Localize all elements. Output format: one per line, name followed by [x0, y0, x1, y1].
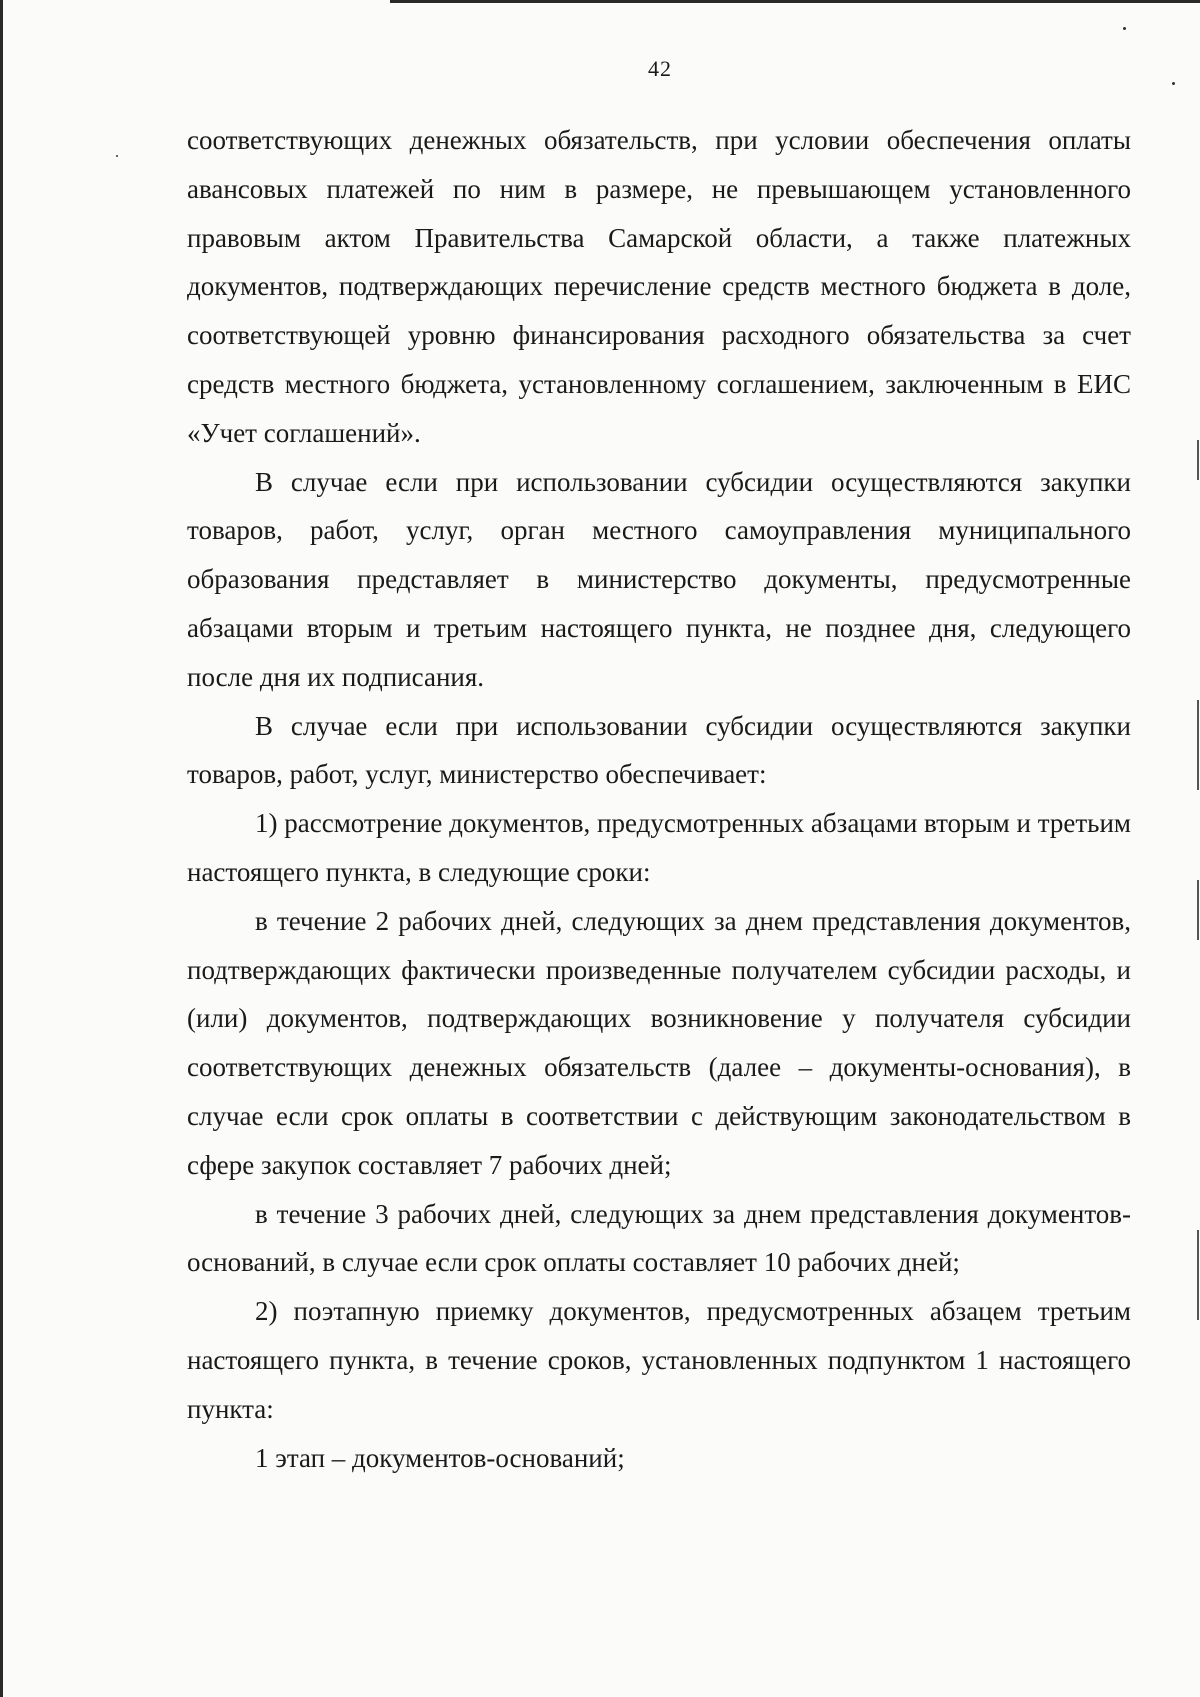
paragraph: 2) поэтапную приемку документов, предусмотренных абзацем третьим настоящего пункта, в течение сроков, установленных подпунктом 1 настоящего пункта: [187, 1296, 1131, 1424]
scan-mark [1197, 700, 1199, 790]
paragraph: в течение 2 рабочих дней, следующих за днем представления документов, подтверждающих фактически произведенные получателем субсидии расходы, и (или) документов, подтверждающих возникновение у получателя субсидии соответствующих денежных обязательств (далее – документы-основания), в случае если срок оплаты в соответствии с действующим законодательством в сфере закупок составляет 7 рабочих дней; [187, 905, 1131, 1180]
scan-edge-top [390, 0, 1200, 3]
page-number: 42 [648, 56, 672, 81]
scan-mark [1197, 880, 1199, 940]
scan-speck [116, 155, 118, 157]
scan-edge-left [0, 0, 3, 1697]
paragraph: 1) рассмотрение документов, предусмотренных абзацами вторым и третьим настоящего пункта, в следующие сроки: [187, 808, 1131, 887]
paragraph: В случае если при использовании субсидии осуществляются закупки товаров, работ, услуг, орган местного самоуправления муниципального образования представляет в министерство документы, предусмотренные абзацами вторым и третьим настоящего пункта, не позднее дня, следующего после дня их подписания. [187, 466, 1131, 692]
scan-mark [1197, 1230, 1199, 1320]
scan-mark [1197, 440, 1199, 480]
scan-speck [1123, 27, 1126, 30]
paragraph: 1 этап – документов-оснований; [255, 1442, 625, 1473]
paragraph: соответствующих денежных обязательств, при условии обеспечения оплаты авансовых платежей по ним в размере, не превышающем установленного правовым актом Правительства Самарской области, а также платежных документов, подтверждающих перечисление средств местного бюджета в доле, соответствующей уровню финансирования расходного обязательства за счет средств местного бюджета, установленному соглашением, заключенным в ЕИС «Учет соглашений». [187, 125, 1131, 448]
scan-speck [1172, 82, 1175, 85]
paragraph: В случае если при использовании субсидии осуществляются закупки товаров, работ, услуг, министерство обеспечивает: [187, 710, 1131, 790]
paragraph: в течение 3 рабочих дней, следующих за днем представления документов-оснований, в случае если срок оплаты составляет 10 рабочих дней; [187, 1198, 1131, 1278]
body-text [187, 116, 1131, 1482]
